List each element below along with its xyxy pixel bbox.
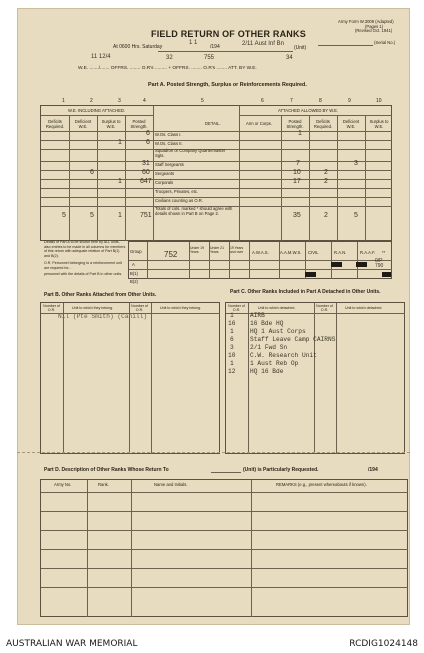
detail-cqms: Squadron or Company Quartermaster Sgts. <box>155 148 226 158</box>
at-line: At 0600 Hrs. Saturday <box>113 44 163 50</box>
part-b-title: Part B. Other Ranks Attached from Other Units. <box>44 292 157 298</box>
form-title: FIELD RETURN OF OTHER RANKS <box>151 29 306 39</box>
detail-pte: Troopers, Privates, etc. <box>155 189 199 194</box>
strength-value-total: 0/P 790 <box>375 258 384 269</box>
detail-wo1: W.Os. Class I. <box>155 132 182 137</box>
hw-day: 1 1 <box>189 40 198 46</box>
part-d-title-mid: (Unit) is Particularly Requested. <box>243 467 319 473</box>
hw-offrs: 32 <box>166 55 173 61</box>
at-date: /194 <box>210 44 220 50</box>
detail-cpls: Corporals <box>155 180 174 185</box>
detail-civilians: Civilians counting as O.R. <box>155 198 203 203</box>
part-d-date: /194 <box>368 467 378 473</box>
archive-footer <box>0 636 424 653</box>
redaction-block <box>356 262 367 267</box>
note-3: personnel with the details of Part B in other units. <box>44 272 123 276</box>
footer-right: RCDIG1024148 <box>349 639 418 649</box>
form-number: Army Form W.3009 (Adapted) <box>338 19 394 24</box>
detail-staff-sgts: Staff Sergeants <box>155 162 184 167</box>
pages-note: (Pages 1) <box>365 24 384 29</box>
part-b-table <box>40 302 220 454</box>
redaction-block <box>382 272 391 277</box>
form-sheet: Army Form W.3009 (Adapted) (Pages 1) (Revised Oct. 1941) (Serial No.) FIELD RETURN OF OTHER RANKS At 0600 Hrs. Saturday 1 1 /194 2/11 Aust Inf Bn (Unit) 11 12/4 32 755 34 W.E. ......./....... OFFRS. ........ O.R's ......... + OFFRS. ........ O.R's ........ ATT. BY W.E. Part A. Posted Strength, Surplus or Reinforcements Required. 1 2 3 4 5 6 7 8 9 10 W.E. INCLUDING ATTACHED. ATTACHED ALLOWED BY W.E. DETAIL. Deficits Required. Deficient W.E. Surplus to W.E. Posted Strength. Arm or Corps. Posted Strength. Deficits Required. Deficient W.E. Surplus to W.E. W.Os. Class I. W.Os. Class II. Squadron or Company Quartermaster Sgts. Staff Sergeants Sergeants Corporals Troopers, Privates, etc. Civilians counting as O.R. Totals of cols. marked * should agree with details shown in Part B on Page 2. 6 1 1 6 31 7 3 6 60 10 2 1 647 17 2 5 5 1 751 35 2 5 Details of Part A to be shown here by ALL units, also entries to be made in all columns for members of this return with adequate relation of Part B(1) and B(2). O.R. Personnel belonging to a reinforcement unit are required for... personnel with the details of Part B in other units. Group A B(1) B(2) 752 Under 19 Years Under 21 Years 19 Years and over A.W.A.S. A.A.M.W.S. CIVIL R.A.N. R.A.A.F. ** 0/P 790 Part B. Other Ranks Attached from Other Units. Number of O.R. Unit to which they belong. Number of O.R. Unit to which they belong. Nil (Pte Smith) (Cahill) Part C. Other Ranks Included in Part A Detached in Other Units. Number of O.R. Unit to which detached. Number of O.R. Unit to which detached. 1 AIRB 16 16 Bde HQ 1 HQ 1 Aust Corps 6 Staff Leave Camp CAIRNS 3 2/1 Fwd Sn 10 C.W. Research Unit 1 1 Aust Reb Op 12 HQ 16 Bde Part D. Description of Other Ranks Whose Return To (Unit) is Particularly Requested. /194 Army No. Rank. Name and Initials. REMARKS (e.g., present whereabouts if known). <box>17 8 410 625</box>
hw-we: 11 12/4 <box>91 54 111 60</box>
strength-value-a: 752 <box>164 250 178 259</box>
details-label: DETAIL. <box>205 121 221 126</box>
note-2: O.R. Personnel belonging to a reinforcement unit are required for... <box>44 261 122 270</box>
strength-table <box>128 241 392 279</box>
revised-note: (Revised Oct. 1941) <box>355 28 393 33</box>
we-line: W.E. ......./....... OFFRS. ........ O.R's ......... + OFFRS. ........ O.R's ........ ATT. BY W.E. <box>78 66 257 71</box>
hw-ors: 755 <box>204 55 215 61</box>
part-c-title: Part C. Other Ranks Included in Part A Detached in Other Units. <box>230 289 381 295</box>
note-1: Details of Part A to be shown here by ALL units, also entries to be made in all columns for members of this return with adequate relation of Part B(1) and B(2). <box>44 240 126 258</box>
we-group-label: W.E. INCLUDING ATTACHED. <box>68 108 126 113</box>
hw-unit: 2/11 Aust Inf Bn <box>242 41 284 47</box>
detail-totals: Totals of cols. marked * should agree with details shown in Part B on Page 2. <box>155 206 233 216</box>
redaction-block <box>331 262 342 267</box>
redaction-block <box>305 272 316 277</box>
detail-sgts: Sergeants <box>155 171 175 176</box>
part-b-handwritten: Nil (Pte Smith) (Cahill) <box>58 313 148 320</box>
part-d-table <box>40 479 408 617</box>
unit-label: (Unit) <box>294 45 307 51</box>
footer-left: AUSTRALIAN WAR MEMORIAL <box>6 639 138 649</box>
serial-number-label: (Serial No.) <box>374 40 396 45</box>
detail-wo2: W.Os. Class II. <box>155 141 183 146</box>
perforation-line <box>17 452 410 453</box>
part-d-title: Part D. Description of Other Ranks Whose Return To <box>44 467 169 473</box>
part-a-title: Part A. Posted Strength, Surplus or Reinforcements Required. <box>148 82 307 88</box>
att-group-label: ATTACHED ALLOWED BY W.E. <box>278 108 339 113</box>
hw-att: 34 <box>286 55 293 61</box>
